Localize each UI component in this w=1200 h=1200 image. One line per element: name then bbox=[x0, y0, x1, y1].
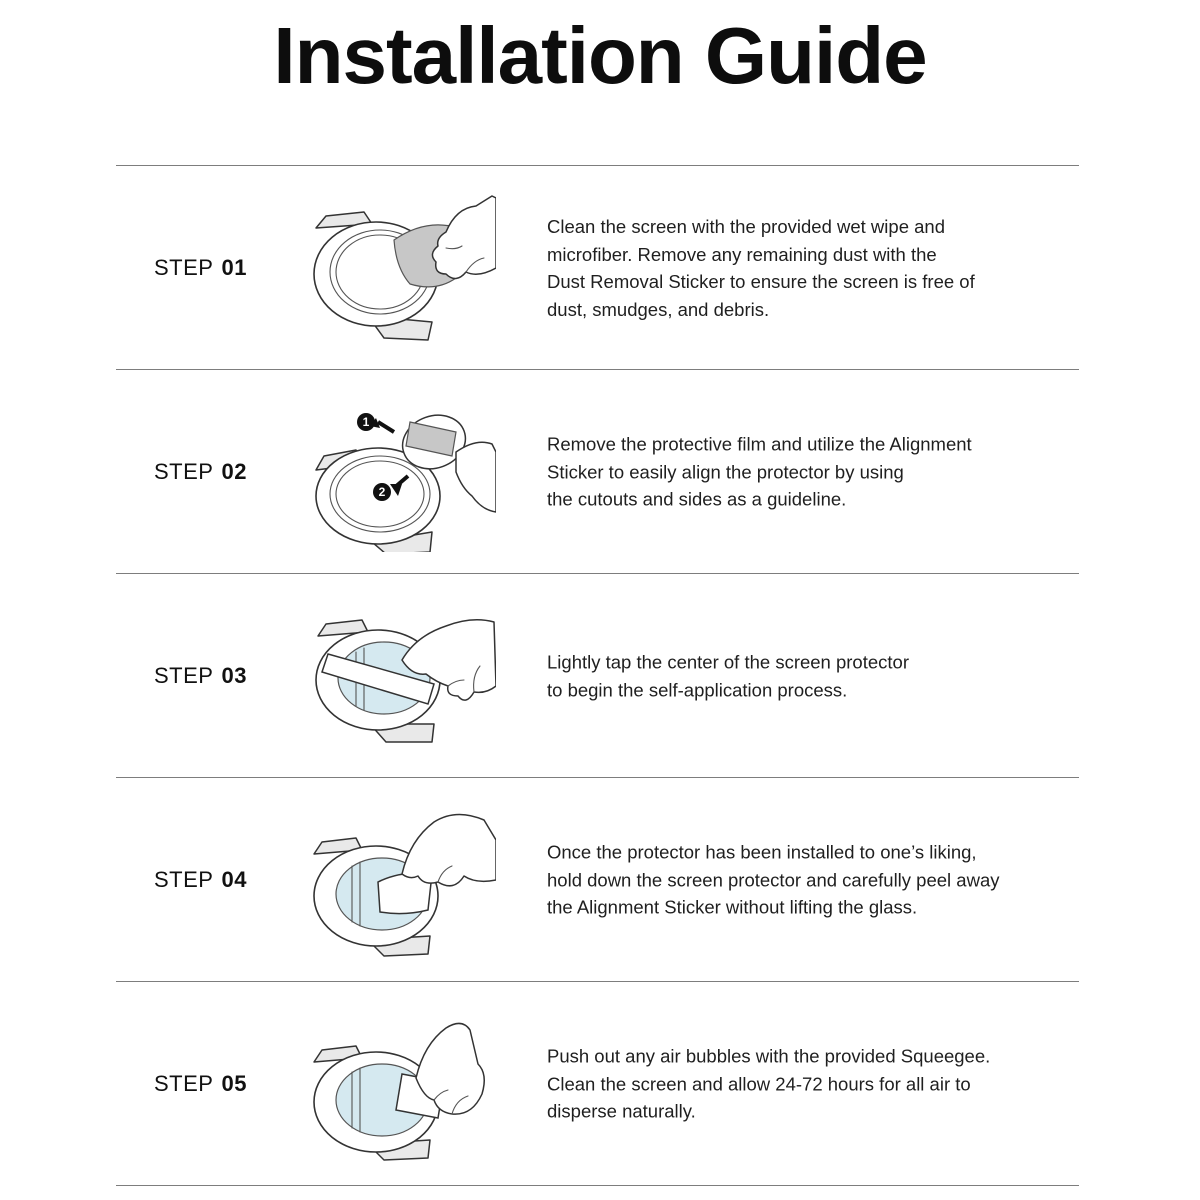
step-number: 03 bbox=[221, 663, 247, 688]
marker-1: 1 bbox=[362, 415, 370, 429]
step-description bbox=[547, 648, 1047, 703]
watch-squeegee-icon bbox=[306, 1004, 496, 1164]
marker-2: 2 bbox=[378, 485, 386, 499]
step-description bbox=[547, 213, 1047, 323]
step-text-line: the Alignment Sticker without lifting the glass. bbox=[547, 896, 918, 918]
step-text-line: Dust Removal Sticker to ensure the screen is free of bbox=[547, 271, 975, 292]
watch-wipe-cleaning-icon bbox=[306, 188, 496, 348]
step-row-01 bbox=[116, 166, 1079, 370]
step-description bbox=[547, 431, 1047, 514]
step-number: 05 bbox=[221, 1071, 247, 1096]
step-number: 04 bbox=[221, 867, 247, 892]
step-number: 01 bbox=[221, 255, 247, 280]
step-label bbox=[154, 867, 247, 893]
step-number: 02 bbox=[221, 459, 247, 484]
step-text-line: Clean the screen and allow 24-72 hours for all air to bbox=[547, 1073, 971, 1095]
step-row-03 bbox=[116, 574, 1079, 778]
step-label bbox=[154, 1071, 247, 1097]
step-label bbox=[154, 459, 247, 485]
step-description bbox=[547, 839, 1047, 922]
step-word: STEP bbox=[154, 255, 214, 280]
step-text-line: the cutouts and sides as a guideline. bbox=[547, 488, 847, 510]
step-text-line: Push out any air bubbles with the provided Squeegee. bbox=[547, 1045, 991, 1067]
step-text-line: Lightly tap the center of the screen protector bbox=[547, 651, 909, 673]
step-text-line: disperse naturally. bbox=[547, 1100, 696, 1122]
step-label bbox=[154, 255, 247, 281]
step-text-line: dust, smudges, and debris. bbox=[547, 298, 770, 320]
step-word: STEP bbox=[154, 867, 214, 892]
step-word: STEP bbox=[154, 663, 214, 688]
step-text-line: to begin the self-application process. bbox=[547, 679, 848, 700]
step-word: STEP bbox=[154, 1071, 214, 1096]
step-word: STEP bbox=[154, 459, 214, 484]
step-row-05 bbox=[116, 982, 1079, 1186]
step-text-line: Once the protector has been installed to one’s liking, bbox=[547, 841, 977, 863]
step-label bbox=[154, 663, 247, 689]
step-text-line: Remove the protective film and utilize the Alignment bbox=[547, 433, 972, 455]
watch-film-alignment-icon bbox=[306, 392, 496, 552]
step-row-04 bbox=[116, 778, 1079, 982]
step-text-line: Clean the screen with the provided wet wipe and bbox=[547, 215, 945, 237]
page-title: Installation Guide bbox=[273, 11, 927, 100]
step-description bbox=[547, 1043, 1047, 1126]
step-row-02 bbox=[116, 370, 1079, 574]
step-text-line: Sticker to easily align the protector by using bbox=[547, 461, 904, 483]
step-text-line: hold down the screen protector and carefully peel away bbox=[547, 869, 1000, 891]
step-text-line: microfiber. Remove any remaining dust with the bbox=[547, 243, 937, 265]
watch-finger-tap-icon bbox=[306, 596, 496, 756]
watch-peel-sticker-icon bbox=[306, 800, 496, 960]
